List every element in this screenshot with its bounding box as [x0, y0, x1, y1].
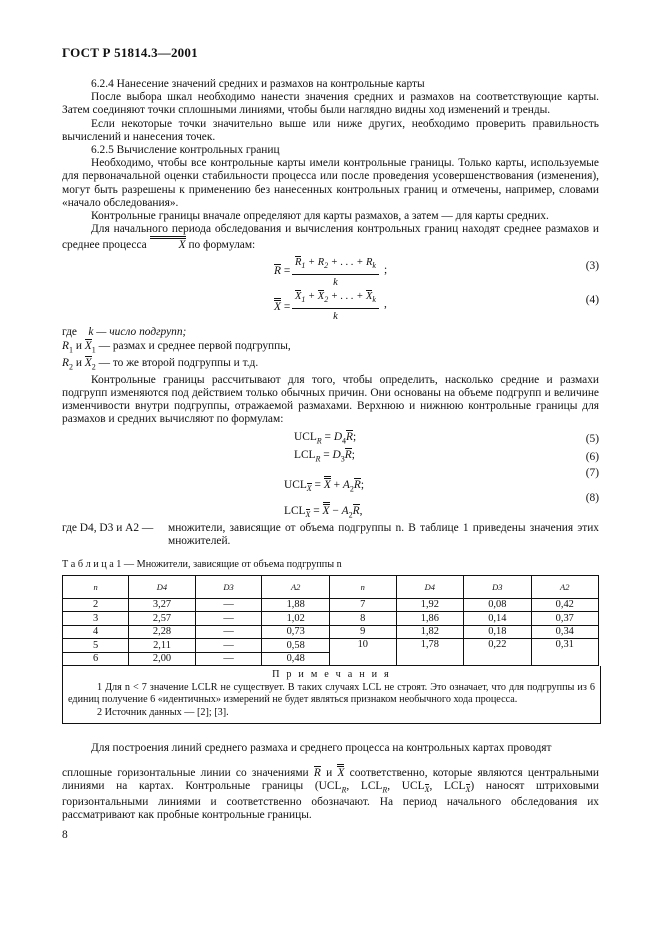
- paragraph: Необходимо, чтобы все контрольные карты имели контрольные границы. Только карты, используемые для первоначальной оценки стабильности процесса или после проведения усовершенствования (изменения), могут быть разрешены к применению без нанесенных контрольных границ и отмечены, например, словами «начало обследования».: [62, 157, 599, 209]
- section-heading-6-2-5: 6.2.5 Вычисление контрольных границ: [91, 144, 280, 157]
- table-row: 6 2,00 — 0,48: [63, 652, 599, 666]
- table-notes: [62, 666, 601, 724]
- formula-4: X = $\frac{X_1 + X_2 + . . . + X_k}{k}$ , (4): [274, 290, 599, 322]
- paragraph: сплошные горизонтальные линии со значениями R и X соответственно, которые являются центральными линиями на картах. Контрольные границы ($UCL_R$, $LCL_R$, $UCL_X$, $LCL_X$) наносят штриховыми горизонтальными линиями и соответственно обозначают. На период начального обследования их рассматривают как пробные контрольные границы.: [62, 764, 599, 823]
- table-row: 5 2,11 — 0,58 10 1,78 0,22 0,31: [63, 639, 599, 653]
- paragraph: Если некоторые точки значительно выше или ниже других, необходимо проверить правильность вычислений и нанесения точек.: [62, 117, 599, 143]
- section-heading-6-2-4: 6.2.4 Нанесение значений средних и размахов на контрольные карты: [91, 78, 425, 90]
- document-body: [62, 78, 599, 823]
- page-number: 8: [62, 829, 68, 841]
- table-row: 3 2,57 — 1,02 8 1,86 0,14 0,37: [63, 612, 599, 626]
- multipliers-definition: где D4, D3 и A2 — множители, зависящие от объема подгруппы n. В таблице 1 приведены значения этих множителей.: [62, 521, 599, 547]
- table-row: 2 3,27 — 1,88 7 1,92 0,08 0,42: [63, 598, 599, 612]
- formula-6: $LCL_R = D_3R$; (6): [294, 448, 599, 463]
- paragraph: Для построения линий среднего размаха и среднего процесса на контрольных картах проводят: [91, 742, 552, 755]
- paragraph: Для начального периода обследования и вычисления контрольных границ находят среднее размахов и среднее процесса X по формулам:: [62, 223, 599, 252]
- notes-title: П р и м е ч а н и я: [272, 669, 391, 681]
- standard-designation: ГОСТ Р 51814.3—2001: [62, 45, 198, 60]
- note-1: 1 Для n < 7 значение LCLR не существует. В таких случаях LCL не строят. Это означает, что для подгруппы из 6 единиц получение 6 «идентичных» измерений не будет являться признаком необычного хода процесса.: [68, 681, 595, 706]
- formula-8: $LCL_X = X - A_2R$, (8): [284, 491, 599, 519]
- table-caption: Т а б л и ц а 1 — Множители, зависящие от объема подгруппы n: [62, 558, 342, 570]
- where-line: $R_1$ и $X_1$ — размах и среднее первой подгруппы,: [62, 339, 291, 355]
- paragraph: Контрольные границы вначале определяют для карты размахов, а затем — для карты средних.: [91, 210, 549, 223]
- paragraph: После выбора шкал необходимо нанести значения средних и размахов на соответствующие карты. Затем соединяют точки сплошными линиями, чтобы были наглядно видны ход изменений и тренды.: [62, 91, 599, 117]
- multipliers-table: [62, 575, 599, 667]
- formula-5: $UCL_R = D_4R$; (5): [294, 430, 599, 445]
- table-row: 4 2,28 — 0,73 9 1,82 0,18 0,34: [63, 625, 599, 639]
- paragraph: Контрольные границы рассчитывают для того, чтобы определить, насколько средние и размахи подгрупп изменяются под действием только обычных причин. Они основаны на объеме подгрупп и величине изменчивости внутри подгруппы, отражаемой размахами. Верхнюю и нижнюю контрольные границы для размахов и средних вычисляют по формулам:: [62, 373, 599, 426]
- formula-7: $UCL_X = X + A_2R$; (7): [284, 466, 599, 493]
- where-line: где k — число подгрупп;: [62, 325, 187, 338]
- note-2: 2 Источник данных — [2]; [3].: [97, 706, 229, 718]
- where-line: $R_2$ и $X_2$ — то же второй подгруппы и т.д.: [62, 357, 259, 372]
- formula-3: R = $\frac{R_1 + R_2 + . . . + R_k}{k}$ ; (3): [274, 256, 599, 288]
- table-header-row: n D4 D3 A2 n D4 D3 A2: [63, 575, 599, 598]
